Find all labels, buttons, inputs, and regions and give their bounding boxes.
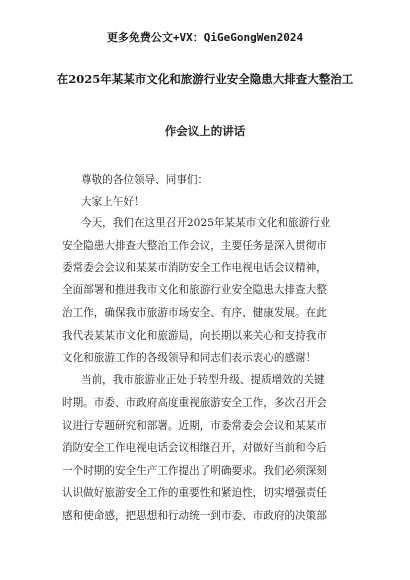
document-header: 更多免费公文+VX：QiGeGongWen2024 — [106, 31, 304, 44]
body-line: 时期。市委、市政府高度重视旅游安全工作，多次召开会 — [62, 397, 327, 409]
body-line: 安全隐患大排查大整治工作会议，主要任务是深入贯彻市 — [62, 240, 327, 252]
salutation-line: 尊敬的各位领导、同事们： — [81, 174, 209, 186]
body-line: 文化和旅游工作的各级领导和同志们表示衷心的感谢！ — [62, 352, 317, 364]
document-title-line-1: 在2025年某某市文化和旅游行业安全隐患大排查大整治工 — [56, 72, 354, 86]
body-line: 今天，我们在这里召开2025年某某市文化和旅游行业 — [81, 217, 331, 229]
body-line: 治工作，确保我市旅游市场安全、有序、健康发展。在此 — [62, 307, 327, 319]
document-title-line-2: 作会议上的讲话 — [164, 124, 246, 138]
body-line: 我代表某某市文化和旅游局，向长期以来关心和支持我市 — [62, 330, 327, 342]
body-line: 消防安全工作电视电话会议相继召开，对做好当前和今后 — [62, 442, 327, 454]
body-line: 全面部署和推进我市文化和旅游行业安全隐患大排查大整 — [62, 284, 327, 296]
body-line: 委常委会会议和某某市消防安全工作电视电话会议精神， — [62, 262, 327, 274]
body-line: 一个时期的安全生产工作提出了明确要求。我们必须深刻 — [62, 465, 327, 477]
body-line: 认识做好旅游安全工作的重要性和紧迫性，切实增强责任 — [62, 487, 327, 499]
body-line: 当前，我市旅游业正处于转型升级、提质增效的关键 — [81, 374, 325, 386]
body-line: 感和使命感，把思想和行动统一到市委、市政府的决策部 — [62, 510, 327, 522]
greeting-line: 大家上午好！ — [81, 196, 145, 208]
body-line: 议进行专题研究和部署。近期，市委常委会会议和某某市 — [62, 420, 327, 432]
